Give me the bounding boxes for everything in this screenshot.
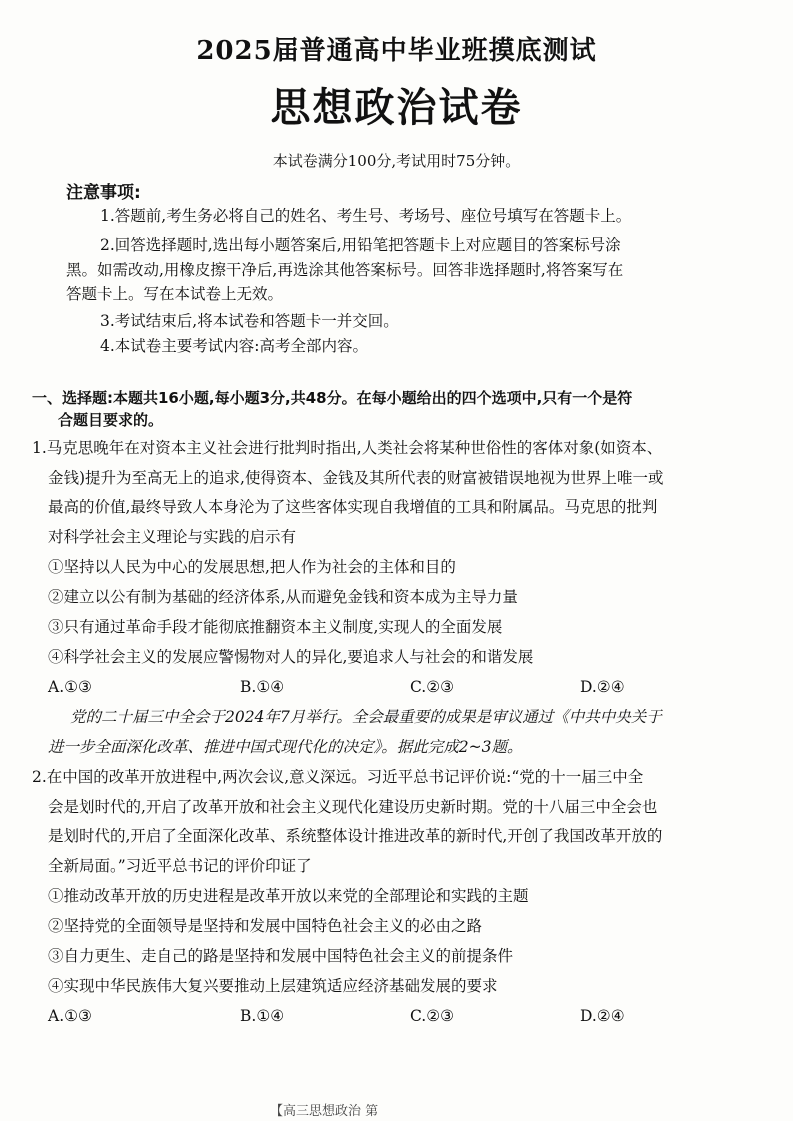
- question-1-statement: ①坚持以人民为中心的发展思想,把人作为社会的主体和目的: [48, 558, 456, 576]
- notice-item: 答题卡上。写在本试卷上无效。: [66, 285, 284, 303]
- question-2-stem: 2.在中国的改革开放进程中,两次会议,意义深远。习近平总书记评价说:“党的十一届三中全: [32, 768, 644, 786]
- question-2-statement: ④实现中华民族伟大复兴要推动上层建筑适应经济基础发展的要求: [48, 977, 498, 995]
- question-1-stem: 1.马克思晚年在对资本主义社会进行批判时指出,人类社会将某种世俗性的客体对象(如资本、: [32, 439, 663, 457]
- notice-heading: 注意事项:: [66, 183, 141, 203]
- question-1-option-b[interactable]: B.①④: [240, 678, 285, 696]
- notice-item: 4.本试卷主要考试内容:高考全部内容。: [100, 337, 369, 355]
- material-text: 进一步全面深化改革、推进中国式现代化的决定》。据此完成2~3题。: [48, 738, 523, 756]
- page-footer: 【高三思想政治 第: [270, 1104, 379, 1119]
- notice-item: 3.考试结束后,将本试卷和答题卡一并交回。: [100, 312, 399, 330]
- question-1-option-d[interactable]: D.②④: [580, 678, 625, 696]
- subject-title: 思想政治试卷: [270, 84, 523, 131]
- section-heading-cont: 合题目要求的。: [58, 411, 164, 429]
- section-heading: 一、选择题:本题共16小题,每小题3分,共48分。在每小题给出的四个选项中,只有一个是符: [32, 389, 633, 407]
- question-1-option-c[interactable]: C.②③: [410, 678, 455, 696]
- question-2-stem: 全新局面。”习近平总书记的评价印证了: [48, 857, 312, 875]
- question-2-statement: ②坚持党的全面领导是坚持和发展中国特色社会主义的必由之路: [48, 917, 483, 935]
- question-2-option-a[interactable]: A.①③: [48, 1007, 92, 1025]
- notice-item: 黑。如需改动,用橡皮擦干净后,再选涂其他答案标号。回答非选择题时,将答案写在: [66, 261, 624, 279]
- question-2-option-c[interactable]: C.②③: [410, 1007, 455, 1025]
- question-1-stem: 金钱)提升为至高无上的追求,使得资本、金钱及其所代表的财富被错误地视为世界上唯一或: [48, 469, 664, 487]
- material-text: 党的二十届三中全会于2024年7月举行。全会最重要的成果是审议通过《中共中央关于: [70, 708, 662, 726]
- question-1-statement: ④科学社会主义的发展应警惕物对人的异化,要追求人与社会的和谐发展: [48, 648, 534, 666]
- question-2-statement: ③自力更生、走自己的路是坚持和发展中国特色社会主义的前提条件: [48, 947, 514, 965]
- exam-info: 本试卷满分100分,考试用时75分钟。: [272, 152, 521, 170]
- question-1-statement: ②建立以公有制为基础的经济体系,从而避免金钱和资本成为主导力量: [48, 588, 518, 606]
- question-2-stem: 是划时代的,开启了全面深化改革、系统整体设计推进改革的新时代,开创了我国改革开放的: [48, 827, 663, 845]
- question-2-statement: ①推动改革开放的历史进程是改革开放以来党的全部理论和实践的主题: [48, 887, 529, 905]
- question-1-stem: 最高的价值,最终导致人本身沦为了这些客体实现自我增值的工具和附属品。马克思的批判: [48, 498, 658, 516]
- question-1-stem: 对科学社会主义理论与实践的启示有: [48, 528, 297, 546]
- question-2-option-b[interactable]: B.①④: [240, 1007, 285, 1025]
- notice-item: 2.回答选择题时,选出每小题答案后,用铅笔把答题卡上对应题目的答案标号涂: [100, 236, 621, 254]
- question-2-stem: 会是划时代的,开启了改革开放和社会主义现代化建设历史新时期。党的十八届三中全会也: [48, 798, 658, 816]
- exam-title: 2025届普通高中毕业班摸底测试: [196, 36, 597, 66]
- notice-item: 1.答题前,考生务必将自己的姓名、考生号、考场号、座位号填写在答题卡上。: [100, 207, 632, 225]
- question-2-option-d[interactable]: D.②④: [580, 1007, 625, 1025]
- question-1-statement: ③只有通过革命手段才能彻底推翻资本主义制度,实现人的全面发展: [48, 618, 503, 636]
- question-1-option-a[interactable]: A.①③: [48, 678, 92, 696]
